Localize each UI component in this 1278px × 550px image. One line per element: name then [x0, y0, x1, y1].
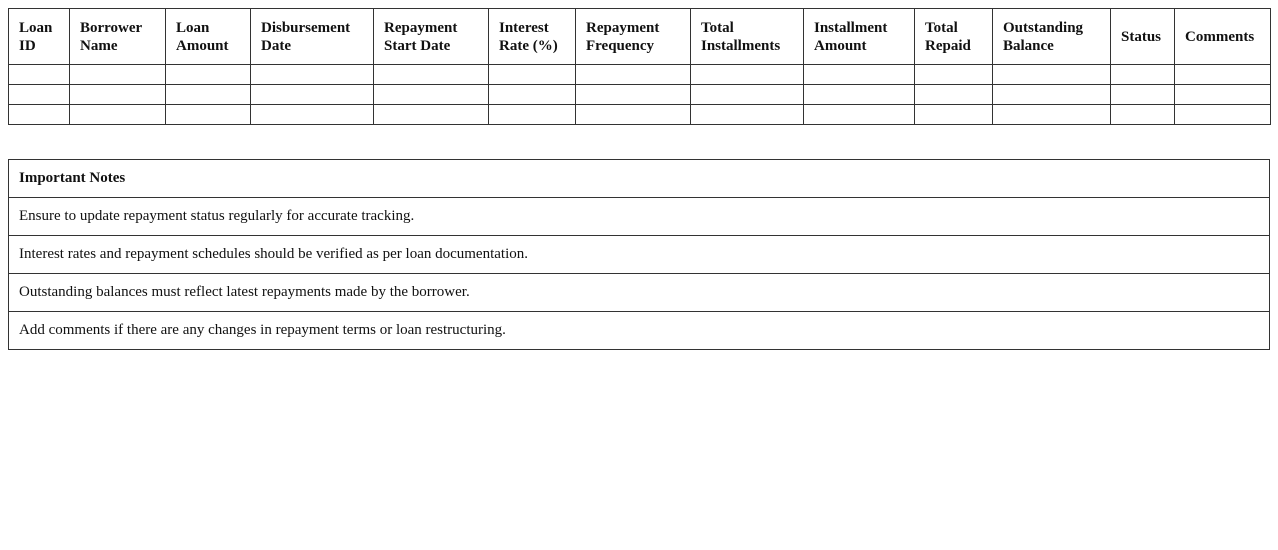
note-item: Interest rates and repayment schedules should be verified as per loan documentation.	[9, 236, 1270, 274]
table-cell[interactable]	[1175, 85, 1271, 105]
note-item: Ensure to update repayment status regularly for accurate tracking.	[9, 198, 1270, 236]
column-header-total-installments: Total Installments	[691, 9, 804, 65]
loan-repayment-table	[8, 8, 1271, 125]
table-cell[interactable]	[374, 65, 489, 85]
table-cell[interactable]	[9, 65, 70, 85]
note-row	[9, 198, 1270, 236]
table-cell[interactable]	[70, 65, 166, 85]
table-cell[interactable]	[915, 65, 993, 85]
column-header-borrower-name: Borrower Name	[70, 9, 166, 65]
note-row	[9, 312, 1270, 350]
column-header-interest-rate: Interest Rate (%)	[489, 9, 576, 65]
table-cell[interactable]	[1111, 105, 1175, 125]
note-row	[9, 236, 1270, 274]
table-cell[interactable]	[691, 105, 804, 125]
column-header-repayment-start-date: Repayment Start Date	[374, 9, 489, 65]
table-cell[interactable]	[915, 85, 993, 105]
table-cell[interactable]	[993, 65, 1111, 85]
column-header-comments: Comments	[1175, 9, 1271, 65]
table-cell[interactable]	[374, 85, 489, 105]
table-cell[interactable]	[1111, 85, 1175, 105]
table-cell[interactable]	[1111, 65, 1175, 85]
table-header-row	[9, 9, 1271, 65]
table-cell[interactable]	[1175, 65, 1271, 85]
column-header-installment-amount: Installment Amount	[804, 9, 915, 65]
table-cell[interactable]	[915, 105, 993, 125]
note-item: Outstanding balances must reflect latest repayments made by the borrower.	[9, 274, 1270, 312]
table-cell[interactable]	[489, 65, 576, 85]
column-header-status: Status	[1111, 9, 1175, 65]
column-header-outstanding-balance: Outstanding Balance	[993, 9, 1111, 65]
table-cell[interactable]	[1175, 105, 1271, 125]
note-row	[9, 274, 1270, 312]
table-cell[interactable]	[9, 85, 70, 105]
column-header-repayment-frequency: Repayment Frequency	[576, 9, 691, 65]
column-header-loan-id: Loan ID	[9, 9, 70, 65]
table-cell[interactable]	[804, 85, 915, 105]
table-cell[interactable]	[804, 105, 915, 125]
table-cell[interactable]	[804, 65, 915, 85]
table-cell[interactable]	[166, 85, 251, 105]
table-cell[interactable]	[70, 105, 166, 125]
table-cell[interactable]	[993, 85, 1111, 105]
notes-heading: Important Notes	[9, 160, 1270, 198]
table-cell[interactable]	[251, 105, 374, 125]
table-cell[interactable]	[993, 105, 1111, 125]
notes-heading-row	[9, 160, 1270, 198]
table-cell[interactable]	[691, 85, 804, 105]
table-cell[interactable]	[691, 65, 804, 85]
table-cell[interactable]	[251, 85, 374, 105]
table-cell[interactable]	[374, 105, 489, 125]
table-cell[interactable]	[166, 65, 251, 85]
table-cell[interactable]	[576, 85, 691, 105]
table-row	[9, 65, 1271, 85]
table-row	[9, 105, 1271, 125]
table-cell[interactable]	[489, 105, 576, 125]
table-cell[interactable]	[576, 65, 691, 85]
table-cell[interactable]	[9, 105, 70, 125]
table-cell[interactable]	[576, 105, 691, 125]
table-cell[interactable]	[489, 85, 576, 105]
column-header-total-repaid: Total Repaid	[915, 9, 993, 65]
column-header-loan-amount: Loan Amount	[166, 9, 251, 65]
table-row	[9, 85, 1271, 105]
note-item: Add comments if there are any changes in repayment terms or loan restructuring.	[9, 312, 1270, 350]
column-header-disbursement-date: Disbursement Date	[251, 9, 374, 65]
table-cell[interactable]	[166, 105, 251, 125]
table-cell[interactable]	[70, 85, 166, 105]
important-notes-table	[8, 159, 1270, 350]
table-cell[interactable]	[251, 65, 374, 85]
